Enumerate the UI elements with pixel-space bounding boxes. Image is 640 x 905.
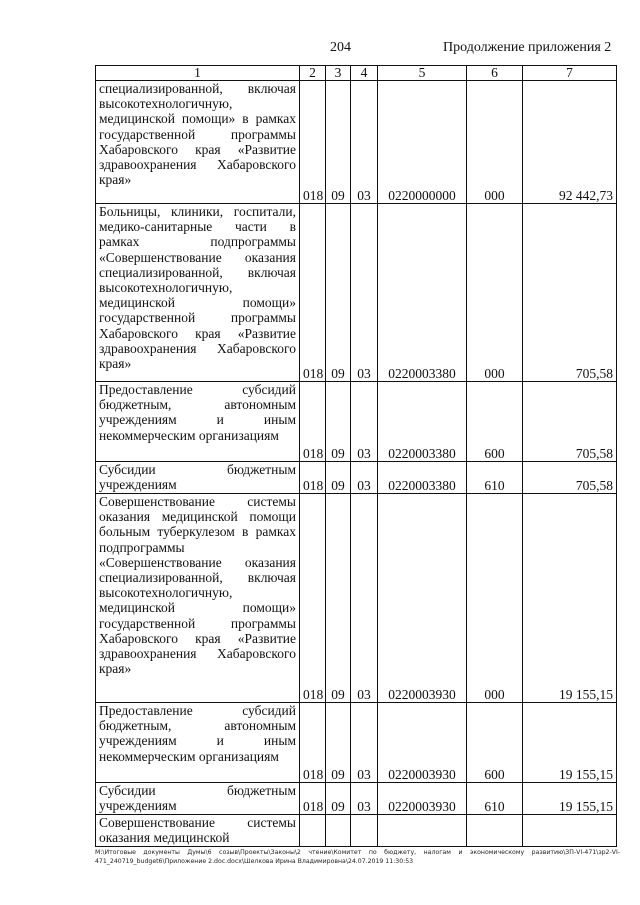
cell-target-article: 0220003380 [378, 204, 467, 382]
cell-amount [523, 815, 617, 847]
cell-subsection: 03 [351, 204, 378, 382]
cell-target-article: 0220003930 [378, 494, 467, 703]
cell-section: 09 [326, 204, 351, 382]
column-header: 7 [523, 66, 617, 81]
cell-subsection [351, 815, 378, 847]
column-header: 2 [300, 66, 326, 81]
file-path-footer: M:\Итоговые документы Думы\6 созыв\Проекты\Законы\2 чтение\Комитет по бюджету, налогам и экономическому развитию\ЗП-VI-471\зр2-VI-471_240719_budget6\Приложение 2.doc.docx\Шелкова Ирина Владимировна\24.07.2019 11:30:53 [95, 849, 620, 865]
row-name: Субсидии бюджетным учреждениям [99, 462, 296, 493]
cell-target-article: 0220003380 [378, 382, 467, 462]
cell-ministry: 018 [300, 703, 326, 783]
cell-amount: 92 442,73 [523, 81, 617, 204]
cell-amount: 705,58 [523, 204, 617, 382]
cell-subsection: 03 [351, 382, 378, 462]
cell-target-article: 0220000000 [378, 81, 467, 204]
cell-ministry: 018 [300, 81, 326, 204]
row-name-cell [96, 382, 300, 462]
cell-subsection: 03 [351, 783, 378, 815]
table-row [96, 81, 617, 204]
cell-ministry: 018 [300, 204, 326, 382]
row-name-cell [96, 462, 300, 494]
cell-amount: 705,58 [523, 462, 617, 494]
column-header: 6 [467, 66, 523, 81]
continuation-label: Продолжение приложения 2 [443, 40, 612, 55]
table-row [96, 815, 617, 847]
cell-expense-type: 000 [467, 494, 523, 703]
cell-expense-type: 600 [467, 382, 523, 462]
row-name-cell [96, 494, 300, 703]
cell-ministry: 018 [300, 382, 326, 462]
table-header-row [96, 66, 617, 81]
cell-expense-type: 000 [467, 204, 523, 382]
row-name: Предоставление субсидий бюджетным, автономным учреждениям и иным некоммерческим организациям [99, 382, 296, 443]
cell-section: 09 [326, 783, 351, 815]
column-header: 1 [96, 66, 300, 81]
row-name: Совершенствование системы оказания медицинской [99, 815, 296, 846]
cell-amount: 19 155,15 [523, 494, 617, 703]
row-name-cell [96, 204, 300, 382]
table-row [96, 783, 617, 815]
table-row [96, 382, 617, 462]
column-header: 4 [351, 66, 378, 81]
table-row [96, 462, 617, 494]
cell-ministry: 018 [300, 783, 326, 815]
cell-subsection: 03 [351, 703, 378, 783]
cell-target-article: 0220003930 [378, 703, 467, 783]
budget-table [95, 65, 617, 847]
row-name-cell [96, 81, 300, 204]
cell-expense-type: 000 [467, 81, 523, 204]
cell-section: 09 [326, 81, 351, 204]
cell-subsection: 03 [351, 494, 378, 703]
table-row [96, 494, 617, 703]
row-name: специализированной, включая высокотехнологичную, медицинской помощи» в рамках государственной программы Хабаровского края «Развитие здравоохранения Хабаровского края» [99, 81, 296, 188]
page-number: 204 [330, 40, 351, 55]
row-name-cell [96, 703, 300, 783]
cell-subsection: 03 [351, 462, 378, 494]
row-name-cell [96, 783, 300, 815]
column-header: 3 [326, 66, 351, 81]
row-name: Субсидии бюджетным учреждениям [99, 783, 296, 814]
cell-section: 09 [326, 703, 351, 783]
cell-expense-type [467, 815, 523, 847]
cell-target-article: 0220003380 [378, 462, 467, 494]
cell-target-article: 0220003930 [378, 783, 467, 815]
cell-expense-type: 610 [467, 462, 523, 494]
cell-section: 09 [326, 382, 351, 462]
cell-section: 09 [326, 462, 351, 494]
cell-ministry: 018 [300, 494, 326, 703]
cell-amount: 705,58 [523, 382, 617, 462]
cell-subsection: 03 [351, 81, 378, 204]
row-name-cell [96, 815, 300, 847]
cell-ministry: 018 [300, 462, 326, 494]
row-name: Больницы, клиники, госпитали, медико-санитарные части в рамках подпрограммы «Совершенствование оказания специализированной, включая высокотехнологичную, медицинской помощи» государственной программы Хабаровского края «Развитие здравоохранения Хабаровского края» [99, 204, 296, 372]
column-header: 5 [378, 66, 467, 81]
cell-target-article [378, 815, 467, 847]
row-name: Совершенствование системы оказания медицинской помощи больным туберкулезом в рамках подпрограммы «Совершенствование оказания специализированной, включая высокотехнологичную, медицинской помощи» государственной программы Хабаровского края «Развитие здравоохранения Хабаровского края» [99, 494, 296, 677]
cell-expense-type: 610 [467, 783, 523, 815]
cell-amount: 19 155,15 [523, 703, 617, 783]
cell-amount: 19 155,15 [523, 783, 617, 815]
cell-expense-type: 600 [467, 703, 523, 783]
row-name: Предоставление субсидий бюджетным, автономным учреждениям и иным некоммерческим организациям [99, 703, 296, 764]
cell-section [326, 815, 351, 847]
table-row [96, 703, 617, 783]
cell-section: 09 [326, 494, 351, 703]
table-row [96, 204, 617, 382]
cell-ministry [300, 815, 326, 847]
